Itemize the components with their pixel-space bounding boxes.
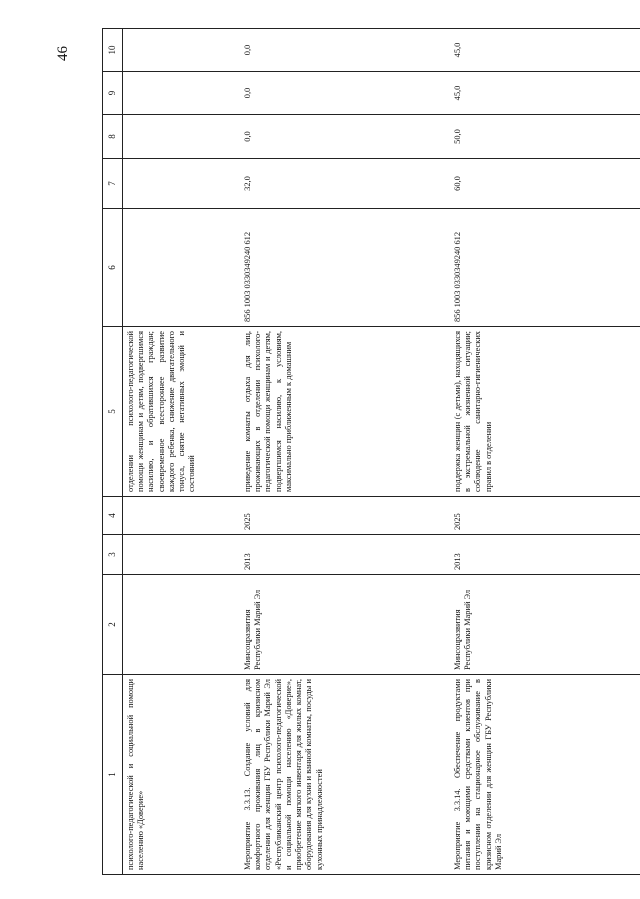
budget-code-cell: 856 1003 0330349240 612 [450, 209, 640, 327]
value-cell [122, 115, 240, 159]
expected-result-cell: приведение комнаты отдыха для лиц, проживающих в отделении психолого-педагогической помощи женщинам и детям, подвергшимся насилию, к условиям, максимально приближенным к домашним [240, 327, 450, 497]
table-row [240, 29, 450, 875]
header-cell: 8 [103, 115, 123, 159]
expected-result-cell: отделении психолого-педагогической помощи женщинам и детям, подвергшимся насилию, и обратившихся граждан; своевременное всестороннее развитие каждого ребенка, снижение двигательного тонуса, снятие негативных эмоций и состояний [122, 327, 240, 497]
value-cell: 0,0 [240, 29, 450, 72]
value-cell: 32,0 [240, 159, 450, 209]
program-table [102, 28, 640, 875]
budget-code-cell: 856 1003 0330349240 612 [240, 209, 450, 327]
value-cell: 0,0 [240, 72, 450, 115]
table-row [450, 29, 640, 875]
start-year-cell: 2013 [240, 535, 450, 575]
header-cell: 5 [103, 327, 123, 497]
header-cell: 4 [103, 497, 123, 535]
header-cell: 9 [103, 72, 123, 115]
table-header-row [103, 29, 123, 875]
executor-cell [122, 575, 240, 675]
value-cell [122, 159, 240, 209]
value-cell: 45,0 [450, 29, 640, 72]
end-year-cell [122, 497, 240, 535]
end-year-cell: 2025 [240, 497, 450, 535]
header-cell: 10 [103, 29, 123, 72]
header-cell: 2 [103, 575, 123, 675]
executor-cell: Минсоцразвития Республики Марий Эл [450, 575, 640, 675]
event-name-cell: психолого-педагогической и социальной помощи населению «Доверие» [122, 675, 240, 875]
header-cell: 1 [103, 675, 123, 875]
page-number: 46 [55, 46, 71, 61]
value-cell: 0,0 [240, 115, 450, 159]
value-cell: 60,0 [450, 159, 640, 209]
start-year-cell [122, 535, 240, 575]
header-cell: 3 [103, 535, 123, 575]
budget-code-cell [122, 209, 240, 327]
header-cell: 7 [103, 159, 123, 209]
end-year-cell: 2025 [450, 497, 640, 535]
table-row [122, 29, 240, 875]
executor-cell: Минсоцразвития Республики Марий Эл [240, 575, 450, 675]
value-cell [122, 29, 240, 72]
event-name-cell: Мероприятие 3.3.14. Обеспечение продуктами питания и моющими средствами клиентов при поступлении на стационарное обслуживание в кризисном отделении для женщин ГБУ Республики Марий Эл [450, 675, 640, 875]
value-cell [122, 72, 240, 115]
start-year-cell: 2013 [450, 535, 640, 575]
expected-result-cell: поддержка женщин (с детьми), находящихся в экстремальной жизненной ситуации; соблюдение санитарно-гигиенических правил в отделении [450, 327, 640, 497]
value-cell: 45,0 [450, 72, 640, 115]
event-name-cell: Мероприятие 3.3.13. Создание условий для комфортного проживания лиц в кризисном отделении для женщин ГБУ Республики Марий Эл «Республиканский центр психолого-педагогической и социальной помощи населению «Доверие», приобретение мягкого инвентаря для жилых комнат, оборудования для кухни и ванной комнаты, посуды и кухонных принадлежностей [240, 675, 450, 875]
value-cell: 50,0 [450, 115, 640, 159]
header-cell: 6 [103, 209, 123, 327]
